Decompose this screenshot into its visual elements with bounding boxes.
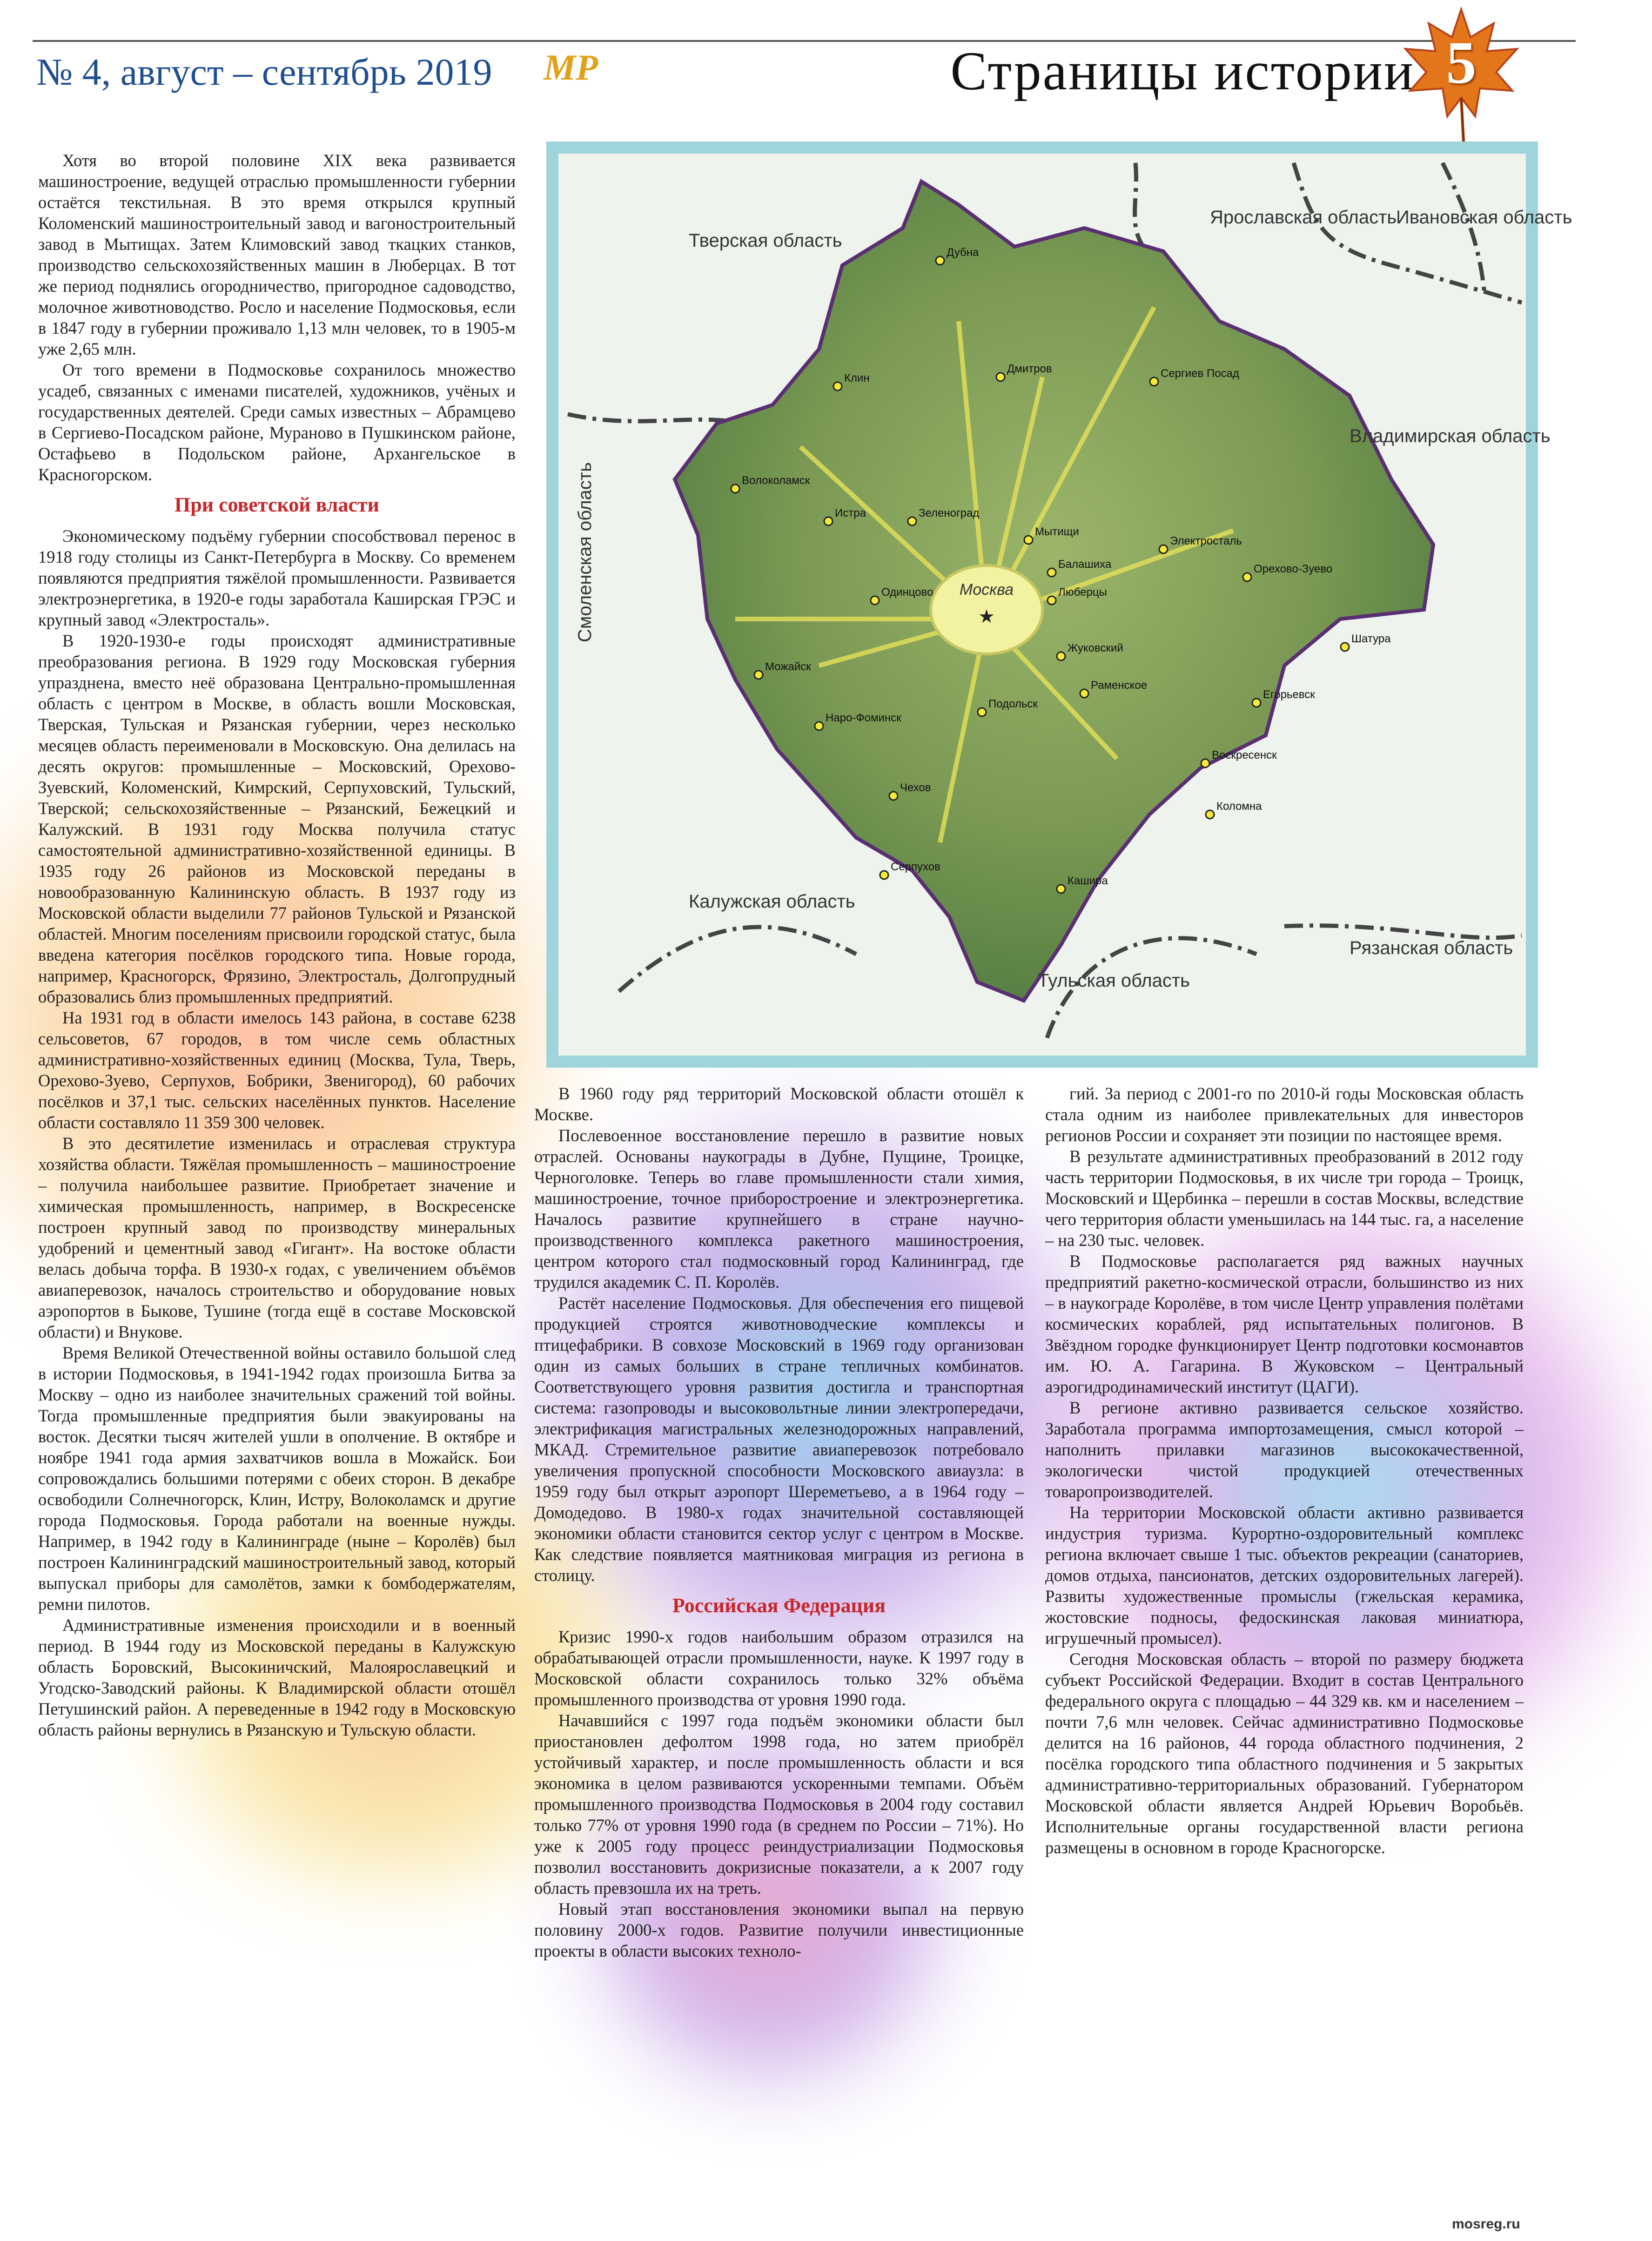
city-label: Зеленоград	[919, 507, 980, 519]
section-title: Страницы истории	[950, 40, 1415, 101]
paragraph: На 1931 год в области имелось 143 района, в составе 6238 сельсоветов, 67 городов, в том числе семь областных административно-хозяйственных единиц (Москва, Тула, Тверь, Орехово-Зуево, Серпухов, Бобрики, Звенигород), 60 рабочих посёлков и 37,1 тыс. сельских населённых пунктов. Население области составляло 11 359 300 человек.	[38, 1008, 516, 1132]
moscow-label: Москва	[959, 581, 1014, 599]
city-label: Можайск	[765, 660, 811, 673]
city-dot	[889, 792, 898, 800]
city-dot	[731, 485, 739, 493]
paragraph: От того времени в Подмосковье сохранилось множество усадеб, связанных с именами писателей, художников, учёных и государственных деятелей. Среди самых известных – Абрамцево в Сергиево-Посадском районе, Мураново в Пушкинском районе, Остафьево в Подольском районе, Архангельское в Красногорском.	[38, 360, 516, 484]
paragraph: Сегодня Московская область – второй по размеру бюджета субъект Российской Федерации. Входит в состав Центрального федерального округа с площадью – 44 329 кв. км и населением – почти 7,6 млн человек. Сейчас административно Подмосковье делится на 16 районов, 44 города областного подчинения, 2 посёлка городского типа областного подчинения и 5 закрытых административно-территориальных образований. Губернатором Московской области является Андрей Юрьевич Воробьёв. Исполнительные органы государственной власти региона размещены в основном в городе Красногорске.	[1045, 1649, 1524, 1857]
city-dot	[1024, 536, 1033, 544]
neighbor-region-label: Владимирская область	[1350, 426, 1551, 446]
city-dot	[936, 256, 944, 265]
column-middle	[534, 1083, 1024, 1961]
column-right	[1045, 1083, 1524, 1858]
paragraph: В регионе активно развивается сельское хозяйство. Заработала программа импортозамещения, смысл которой – наполнить прилавки магазинов высококачественной, экологически чистой продукцией отечественных товаропроизводителей.	[1045, 1398, 1524, 1501]
city-dot	[1057, 885, 1065, 893]
city-dot	[871, 596, 879, 605]
city-dot	[1057, 652, 1065, 660]
paragraph: Время Великой Отечественной войны оставило большой след в истории Подмосковья, в 1941-1942 годах произошла Битва за Москву – одно из наиболее значительных сражений той войны. Тогда промышленные предприятия были эвакуированы на восток. Десятки тысяч жителей ушли в ополчение. В октябре и ноябре 1941 года армия захватчиков вошла в Можайск. Бои сопровождались большими потерями с обеих сторон. В декабре освободили Солнечногорск, Клин, Истру, Волоколамск и другие города Подмосковья. Города работали на военные нужды. Например, в 1942 году в Калининграде (ныне – Королёв) был построен Калининградский машиностроительный завод, который выпускал приборы для самолётов, замки к бомбодержателям, ремни пилотов.	[38, 1343, 516, 1614]
section-heading: Российская Федерация	[672, 1594, 886, 1617]
city-label: Балашиха	[1058, 558, 1112, 571]
city-label: Чехов	[900, 781, 931, 794]
paragraph: Административные изменения происходили и в военный период. В 1944 году из Московской переданы в Калужскую область Боровский, Высокиничский, Малоярославецкий и Угодско-Заводский районы. К Владимирской области отошёл Петушинский район. А переведенные в 1942 году в Московскую область районы вернулись в Рязанскую и Тульскую области.	[38, 1615, 516, 1739]
paragraph: гий. За период с 2001-го по 2010-й годы Московская область стала одним из наиболее привлекательных для инвесторов регионов России и сохраняет эти позиции по настоящее время.	[1045, 1084, 1524, 1145]
city-dot	[833, 382, 842, 390]
city-dot	[1159, 545, 1168, 553]
paragraph: Хотя во второй половине XIX века развивается машиностроение, ведущей отраслью промышленности губернии остаётся текстильная. В это время открылся крупный Коломенский машиностроительный завод и вагоностроительный завод в Мытищах. Затем Климовский завод ткацких станков, производство сельскохозяйственных машин в Люберцах. В тот же период поднялись огородничество, пригородное садоводство, молочное животноводство. Росло и население Подмосковья, если в 1847 году в губернии проживало 1,13 млн человек, то в 1905-м уже 2,65 млн.	[38, 151, 516, 358]
city-label: Мытищи	[1035, 525, 1079, 538]
city-label: Волоколамск	[742, 474, 810, 487]
city-dot	[1206, 810, 1214, 819]
city-label: Дубна	[947, 246, 979, 259]
neighbor-region-label: Тульская область	[1038, 970, 1190, 991]
paragraph: Кризис 1990-х годов наибольшим образом отразился на обрабатывающей отрасли промышленности, науке. К 1997 году в Московской области сохранилось только 32% объёма промышленного производства от уровня 1990 года.	[534, 1627, 1024, 1709]
neighbor-region-label: Ярославская область	[1210, 207, 1397, 228]
city-label: Наро-Фоминск	[826, 712, 901, 724]
paragraph: В 1960 году ряд территорий Московской области отошёл к Москве.	[534, 1084, 1024, 1124]
paragraph: Новый этап восстановления экономики выпал на первую половину 2000-х годов. Развитие получили инвестиционные проекты в области высоких техноло-	[534, 1899, 1024, 1960]
city-label: Раменское	[1091, 679, 1148, 692]
city-label: Кашира	[1068, 875, 1108, 887]
paragraph: В это десятилетие изменилась и отраслевая структура хозяйства области. Тяжёлая промышленность – машиностроение – получила наибольшее развитие. Приобретает значение и химическая промышленность, например, в Воскресенске построен крупный завод по производству минеральных удобрений и цементный завод «Гигант». На востоке области велась добыча торфа. В 1930-х годах, с увеличением объёмов авиаперевозок, началось строительство и оборудование новых аэропортов в Быкове, Тушине (тогда ещё в составе Московской области) и Внукове.	[38, 1134, 516, 1341]
neighbor-region-label: Рязанская область	[1350, 938, 1513, 958]
paragraph: В результате административных преобразований в 2012 году часть территории Подмосковья, в их числе три города – Троицк, Московский и Щербинка – перешли в состав Москвы, вследствие чего территория области уменьшилась на 144 тыс. га, а население – на 230 тыс. человек.	[1045, 1147, 1524, 1250]
page-number: 5	[1446, 29, 1477, 96]
city-dot	[1048, 568, 1056, 577]
paragraph: Начавшийся с 1997 года подъём экономики области был приостановлен дефолтом 1998 года, но затем приобрёл устойчивый характер, и после промышленность области и вся экономика в целом развиваются ускоренными темпами. Объём промышленного производства Подмосковья в 2004 году составил только 77% от уровня 1990 года (в среднем по России – 71%). Но уже к 2005 году процесс реиндустриализации Подмосковья позволил восстановить докризисные показатели, а к 2007 году область превзошла их на треть.	[534, 1711, 1024, 1898]
city-dot	[880, 871, 888, 879]
map-frame	[546, 141, 1572, 1068]
paragraph: В 1920-1930-е годы происходят административные преобразования региона. В 1929 году Московская губерния упразднена, вместо неё образована Центрально-промышленная область с центром в Москве, в область вошли Московская, Тверская, Тульская и Рязанская губернии, через несколько месяцев область переименовали в Московскую. Она делилась на десять округов: промышленные – Московский, Орехово-Зуевский, Коломенский, Кимрский, Серпуховский, Тульский, Тверской; сельскохозяйственные – Рязанский, Бежецкий и Калужский. В 1931 году Москва получила статус самостоятельной административно-хозяйственной единицы. В 1935 году 26 районов из Московской переданы в новообразованную Калининскую область. В 1937 году из Московской области выделили 77 районов Тульской и Рязанской областей. Многим поселениям присвоили городской статус, была введена категория посёлков городского типа. Новые города, например, Красногорск, Фрязино, Электросталь, Долгопрудный образовались близ промышленных предприятий.	[38, 631, 516, 1006]
page-header	[0, 0, 1608, 121]
neighbor-region-label: Тверская область	[689, 230, 842, 251]
city-dot	[1048, 596, 1056, 605]
paragraph: Растёт население Подмосковья. Для обеспечения его пищевой продукцией строятся животноводческие комплексы и птицефабрики. В совхозе Московский в 1969 году организован один из самых больших в стране тепличных комбинатов. Соответствующего уровня развития достигла и транспортная система: газопроводы и высоковольтные линии электропередачи, электрификация магистральных железнодорожных направлений, МКАД. Стремительное развитие авиаперевозок потребовало увеличения пропускной способности Московского авиаузла: в 1959 году был открыт аэропорт Шереметьево, а в 1964 году – Домодедово. В 1980-х годах значительной составляющей экономики области становится сектор услуг с центром в Москве. Как следствие появляется маятниковая миграция из региона в столицу.	[534, 1293, 1024, 1585]
city-label: Коломна	[1216, 800, 1262, 813]
city-label: Шатура	[1351, 633, 1391, 645]
capital-star-icon: ★	[978, 606, 995, 627]
paragraph: Экономическому подъёму губернии способствовал перенос в 1918 году столицы из Санкт-Петербурга в Москву. Со временем появляются предприятия тяжёлой промышленности. Развивается электроэнергетика, в 1920-е годы заработала Каширская ГРЭС и крупный завод «Электросталь».	[38, 526, 516, 629]
neighbor-region-label: Ивановская область	[1396, 207, 1572, 228]
city-dot	[815, 722, 823, 730]
city-label: Люберцы	[1058, 586, 1107, 599]
city-label: Орехово-Зуево	[1254, 563, 1333, 575]
city-label: Жуковский	[1068, 642, 1123, 654]
city-dot	[824, 517, 833, 525]
city-label: Подольск	[988, 698, 1038, 710]
newspaper-logo: МР	[544, 47, 598, 87]
city-dot	[996, 373, 1005, 381]
city-dot	[1150, 377, 1158, 386]
issue-label: № 4, август – сентябрь 2019	[36, 51, 492, 93]
city-label: Клин	[844, 372, 870, 384]
city-dot	[1201, 759, 1209, 767]
city-label: Воскресенск	[1212, 749, 1277, 761]
city-label: Серпухов	[891, 861, 940, 873]
city-dot	[978, 708, 986, 716]
city-dot	[1080, 689, 1088, 698]
paragraph: На территории Московской области активно развивается индустрия туризма. Курортно-оздоровительный комплекс региона включает свыше 1 тыс. объектов рекреации (санаториев, домов отдыха, пансионатов, детских оздоровительных лагерей). Развиты художественные промыслы (гжельская керамика, жостовские подносы, федоскинская лаковая миниатюра, игрушечный промысел).	[1045, 1503, 1524, 1648]
city-dot	[754, 671, 763, 679]
city-label: Одинцово	[881, 586, 933, 599]
section-heading: При советской власти	[175, 493, 379, 516]
neighbor-region-label: Калужская область	[689, 891, 855, 912]
moscow-region-map	[558, 154, 1572, 1056]
city-dot	[908, 517, 916, 525]
city-dot	[1341, 643, 1349, 651]
neighbor-region-label: Смоленская область	[575, 462, 595, 642]
city-label: Электросталь	[1170, 535, 1242, 547]
city-label: Истра	[835, 507, 866, 519]
map-svg	[558, 154, 1572, 1056]
city-label: Егорьевск	[1263, 688, 1315, 701]
city-label: Дмитров	[1007, 363, 1052, 375]
city-label: Сергиев Посад	[1161, 367, 1239, 380]
city-dot	[1252, 699, 1261, 707]
city-dot	[1243, 573, 1251, 581]
paragraph: Послевоенное восстановление перешло в развитие новых отраслей. Основаны наукограды в Дубне, Пущине, Троицке, Черноголовке. Теперь во главе промышленности стали химия, машиностроение, точное приборостроение и электроэнергетика. Началось развитие крупнейшего в стране научно-производственного комплекса ракетного машиностроения, центром которого стал подмосковный город Калининград, где трудился академик С. П. Королёв.	[534, 1126, 1024, 1292]
paragraph: В Подмосковье располагается ряд важных научных предприятий ракетно-космической отрасли, большинство из них – в наукограде Королёве, в том числе Центр управления полётами космических кораблей, ряд испытательных полигонов. В Звёздном городке функционирует Центр подготовки космонавтов им. Ю. А. Гагарина. В Жуковском – Центральный аэрогидродинамический институт (ЦАГИ).	[1045, 1252, 1524, 1396]
website-link[interactable]: mosreg.ru	[1452, 2216, 1520, 2232]
column-left	[38, 150, 516, 1740]
